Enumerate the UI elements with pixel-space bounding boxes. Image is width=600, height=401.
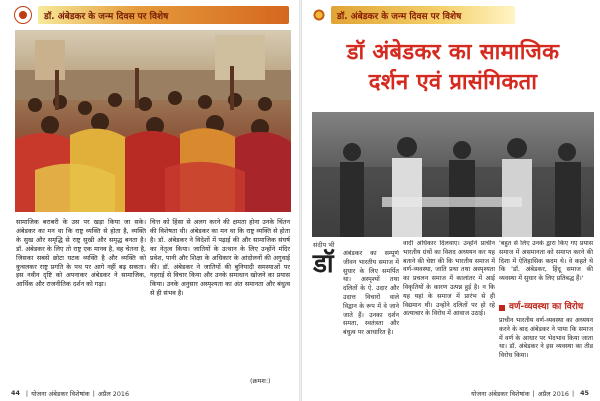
left-body-column-a: सामाजिक बराबरी के उस पर खड़ा किया जा सके। अंबेडकर का मन था कि राष्ट्र व्यक्ति से होता है, व्यक्ति के सुख और समृद्धि से राष्ट्र सुखी और समृद्ध बनता है। डॉ. अंबेडकर के लिए तो राष्ट्र एक मानव है, वह चेतना है, जिसका सबसे छोटा घटक व्यक्ति है और व्यक्ति को कुचलकर राष्ट्र प्रगति के पथ पर आगे नहीं बढ़ सकता। इस नवीन दृष्टि को अपनाकर अंबेडकर ने सामाजिक, आर्थिक और राजनीतिक दर्शन को गढ़ा।: [16, 218, 146, 289]
left-page-number: 44: [11, 389, 20, 397]
bw-figures: [312, 112, 594, 237]
right-page-number: 45: [580, 389, 589, 397]
right-footer-date: अप्रैल 2016: [537, 389, 569, 398]
subheading-bullet-icon: [499, 305, 505, 311]
right-page-header: [312, 6, 592, 24]
right-header-text: डॉ. अंबेडकर के जन्म दिवस पर विशेष: [337, 11, 462, 22]
right-header-bar: [331, 6, 515, 24]
historical-bw-photo: [312, 112, 594, 237]
article-title-line-1: डॉ अंबेडकर का सामाजिक: [346, 40, 560, 65]
drop-cap: डॉ: [313, 249, 334, 279]
left-footer-date: अप्रैल 2016: [97, 389, 130, 398]
author-byline: संदीप भी: [313, 241, 335, 249]
left-header-emblem-icon: [14, 6, 32, 24]
right-body-column-3: [499, 240, 593, 390]
article-title: [322, 38, 584, 98]
left-page-header: [14, 6, 289, 24]
left-header-text: डॉ. अंबेडकर के जन्म दिवस पर विशेष: [44, 11, 169, 22]
right-footer-magazine: योजना अंबेडकर विशेषांक: [470, 389, 530, 398]
section-subheading: [499, 301, 593, 314]
left-page-footer: 44 | योजना अंबेडकर विशेषांक | अप्रैल 2016: [11, 389, 130, 398]
right-body-column-2: वादी अधिकार दिलवाए। उन्होंने प्राचीन भारतीय ग्रंथों का विशद अध्ययन कर यह बताने की चेष्टा की कि भारतीय समाज में वर्ण-व्यवस्था, जाति प्रथा तथा अस्पृश्यता का प्रचलन समाज में कालांतर में आई विकृतियों के कारण उत्पन्न हुई है। न कि यह यहां के समाज में प्रारंभ से ही विद्यमान थी। उन्होंने दलितों पर हो रहे अत्याचार के विरोध में आवाज उठाई।: [403, 240, 495, 318]
right-header-ornament-icon: [312, 8, 326, 22]
right-page-footer: योजना अंबेडकर विशेषांक | अप्रैल 2016 | 45: [470, 389, 589, 398]
right-col-3-bottom-text: प्राचीन भारतीय वर्ण-व्यवस्था का अध्ययन करने के बाद अंबेडकर ने पाया कि समाज में वर्ण के आधार पर भेदभाव किया जाता था। डॉ. अंबेडकर ने इस व्यवस्था का तीव्र विरोध किया।: [499, 317, 593, 360]
left-footer-magazine: योजना अंबेडकर विशेषांक: [31, 389, 90, 398]
left-body-column-b: चित्त को हिंसा से अलग करने की क्षमता होना उनके चिंतन की विशेषता थी। अंबेडकर का मन था कि राष्ट्र व्यक्ति से होता है। डॉ. अंबेडकर ने विदेशों में पढ़ाई की और सामाजिक संघर्ष का नेतृत्व किया। जातियों के उत्थान के लिए उन्होंने मंदिर प्रवेश, पानी और शिक्षा के अधिकार के आंदोलनों की अगुवाई की। डॉ. अंबेडकर ने जातियों की बुनियादी समस्याओं पर गहराई से विचार किया और उनके समाधान खोजने का प्रयास किया। उनके अनुसार अस्पृश्यता का अंत समानता और बंधुत्व से ही संभव है।: [150, 218, 290, 298]
right-body-column-1: [313, 250, 399, 385]
article-title-line-2: दर्शन एवं प्रासंगिकता: [368, 70, 538, 95]
left-header-bar: [38, 6, 289, 24]
section-subheading-text: वर्ण-व्यवस्था का विरोध: [509, 302, 584, 312]
right-body-column-1-text: अंबेडकर का सम्पूर्ण जीवन भारतीय समाज में सुधार के लिए समर्पित था। अस्पृश्यों तथा दलितों के ऐ. उदार और उदात्त विचारों वाले विद्वान के रूप में वे जाने जाते हैं। उनका दर्शन समता, स्वतंत्रता और बंधुत्व पर आधारित है।: [343, 250, 399, 337]
continued-note: (क्रमश:): [250, 377, 271, 385]
crowd-figures: [15, 30, 291, 212]
page-gutter: [299, 0, 302, 401]
crowd-celebration-photo: [15, 30, 291, 212]
right-col-3-top-text: 'बहुत से लिए उनके द्वारा किए गए प्रयास समाज में असमानता को समाप्त करने की दिशा में ऐतिहासिक कदम थे। वे कहते थे कि 'डॉ. अंबेडकर, हिंदू समाज की व्यवस्था में सुधार के लिए प्रतिबद्ध हैं।': [499, 240, 593, 283]
